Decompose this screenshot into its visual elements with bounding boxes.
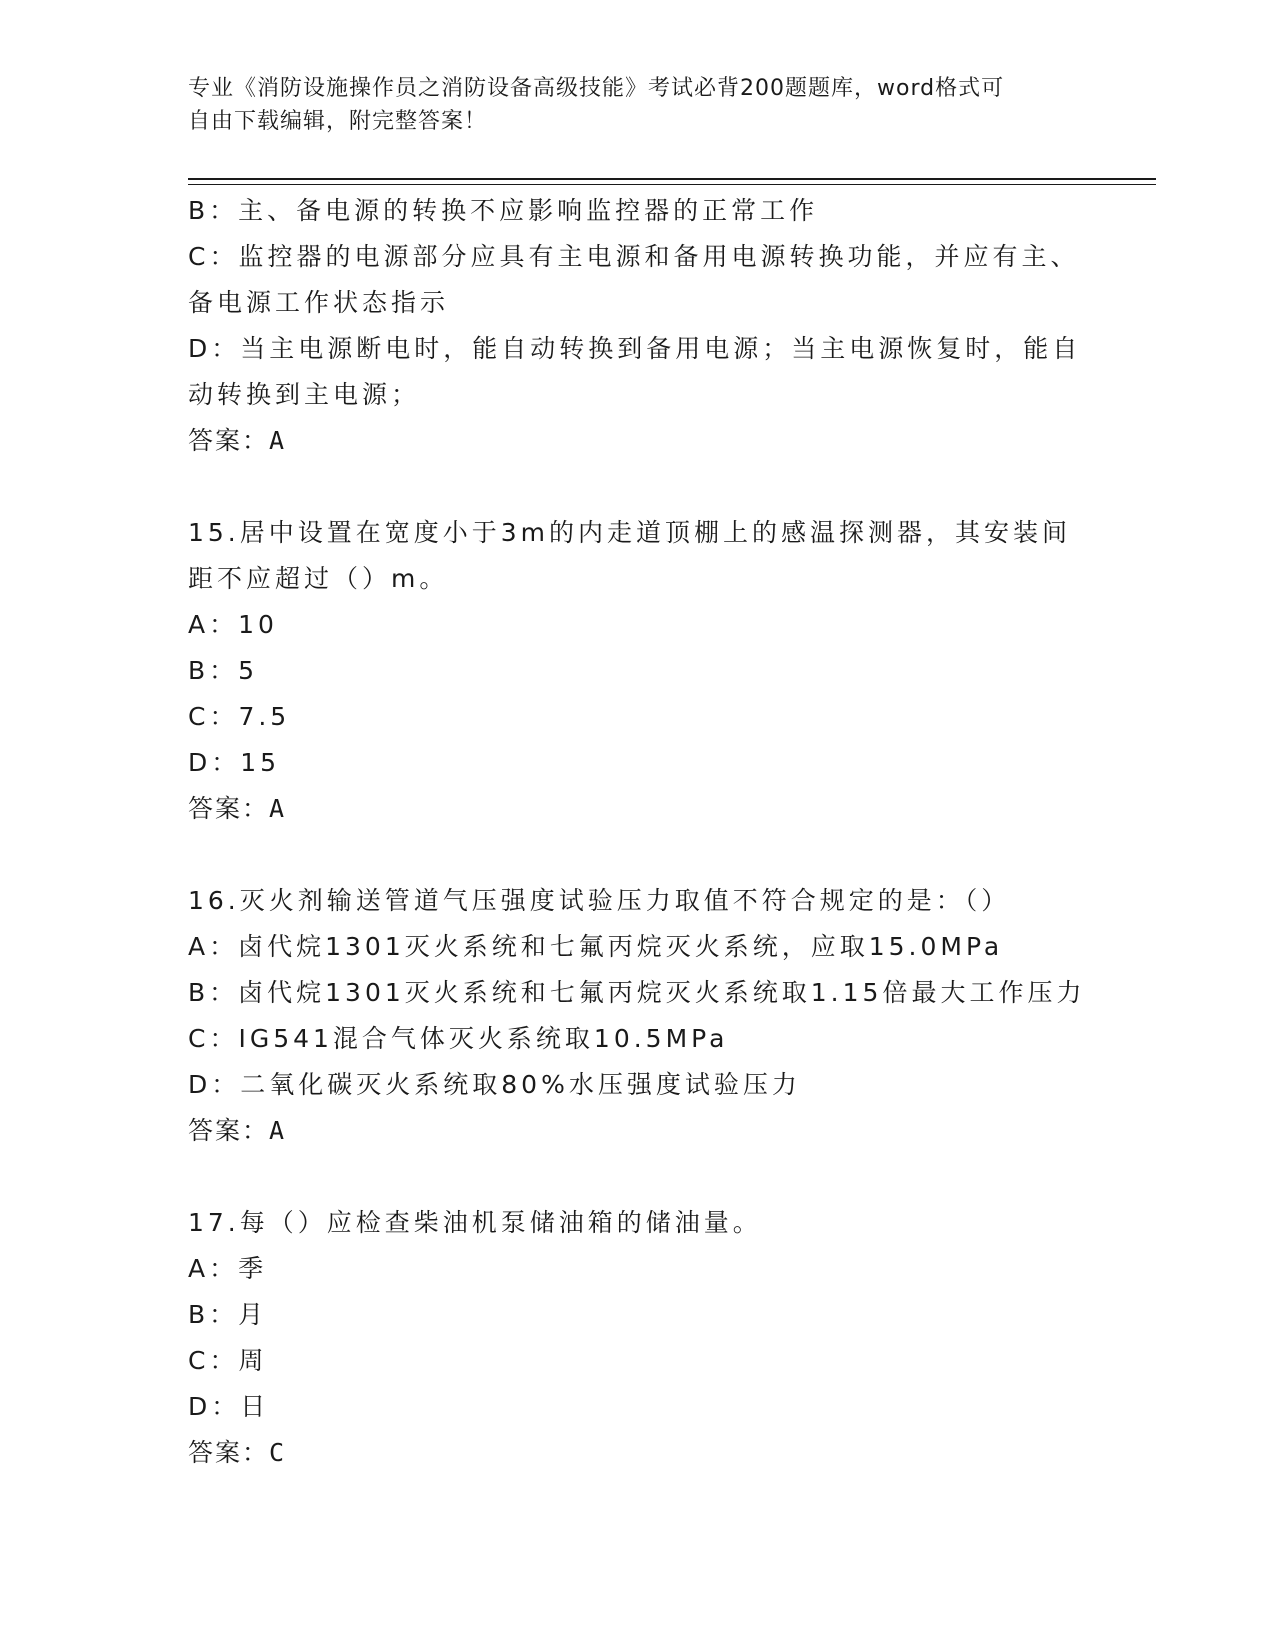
answer-value: A	[269, 426, 287, 455]
question-stem: 16.灭火剂输送管道气压强度试验压力取值不符合规定的是：（）	[188, 886, 1011, 915]
document-body	[188, 188, 1088, 1476]
option-line: B：主、备电源的转换不应影响监控器的正常工作	[188, 196, 819, 225]
answer-value: C	[269, 1438, 287, 1467]
answer-label: 答案：	[188, 794, 270, 823]
question-stem: 距不应超过（）m。	[188, 564, 449, 593]
answer-label: 答案：	[188, 426, 270, 455]
spacer	[188, 832, 1088, 878]
answer-line	[188, 1430, 1088, 1476]
spacer	[188, 464, 1088, 510]
question-17	[188, 1200, 1088, 1476]
answer-line	[188, 786, 1088, 832]
option-line: C：监控器的电源部分应具有主电源和备用电源转换功能，并应有主、	[188, 242, 1080, 271]
option-a: A：季	[188, 1254, 268, 1283]
option-d: D：15	[188, 748, 281, 777]
option-line: 备电源工作状态指示	[188, 288, 450, 317]
header-line-2: 自由下载编辑，附完整答案！	[188, 109, 488, 134]
answer-value: A	[269, 794, 287, 823]
option-b: B：月	[188, 1300, 268, 1329]
question-stem: 15.居中设置在宽度小于3m的内走道顶棚上的感温探测器，其安装间	[188, 518, 1072, 547]
option-a: A：卤代烷1301灭火系统和七氟丙烷灭火系统，应取15.0MPa	[188, 932, 1004, 961]
option-d: D：二氧化碳灭火系统取80%水压强度试验压力	[188, 1070, 801, 1099]
answer-line	[188, 418, 1088, 464]
spacer	[188, 1154, 1088, 1200]
question-stem: 17.每（）应检查柴油机泵储油箱的储油量。	[188, 1208, 762, 1237]
option-b: B：5	[188, 656, 259, 685]
document-header	[188, 72, 1088, 138]
answer-value: A	[269, 1116, 287, 1145]
header-line-1: 专业《消防设施操作员之消防设备高级技能》考试必背200题题库，word格式可	[188, 76, 1005, 101]
question-16	[188, 878, 1088, 1154]
option-c: C：周	[188, 1346, 268, 1375]
option-line: D：当主电源断电时，能自动转换到备用电源；当主电源恢复时，能自	[188, 334, 1082, 363]
option-c: C：7.5	[188, 702, 291, 731]
header-divider-thick	[188, 178, 1156, 180]
option-c: C：IG541混合气体灭火系统取10.5MPa	[188, 1024, 729, 1053]
header-divider-thin	[188, 184, 1156, 185]
continued-question	[188, 188, 1088, 464]
answer-label: 答案：	[188, 1438, 270, 1467]
answer-line	[188, 1108, 1088, 1154]
answer-label: 答案：	[188, 1116, 270, 1145]
option-d: D：日	[188, 1392, 270, 1421]
option-a: A：10	[188, 610, 278, 639]
question-15	[188, 510, 1088, 832]
option-line: 动转换到主电源；	[188, 380, 421, 409]
option-b: B：卤代烷1301灭火系统和七氟丙烷灭火系统取1.15倍最大工作压力	[188, 978, 1086, 1007]
